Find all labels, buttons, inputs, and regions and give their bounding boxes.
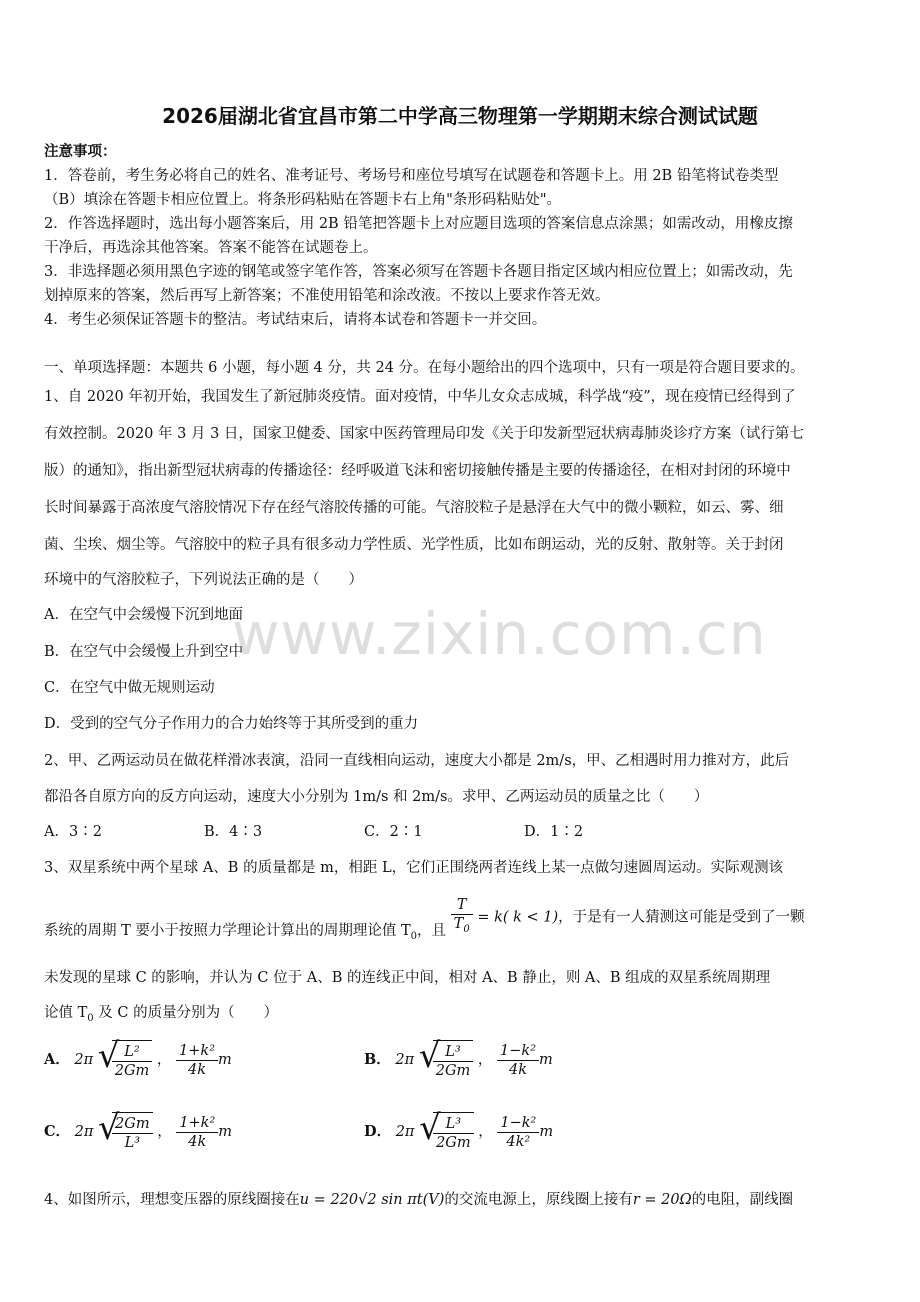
q2-option-d: D．1∶2 (524, 824, 584, 840)
mass-numerator: 1−k² (497, 1114, 539, 1133)
radicand-numerator: L³ (433, 1043, 474, 1062)
q3-option-c (44, 1108, 233, 1152)
two-pi: 2π (74, 1124, 94, 1140)
radicand-denominator: 2Gm (436, 1135, 471, 1151)
q1-text: 版）的通知》，指出新型冠状病毒的传播途径：经呼吸道飞沫和密切接触传播是主要的传播途径，在相对封闭的环境中 (44, 463, 791, 479)
mass-symbol: m (218, 1124, 233, 1140)
q3-text: ，于是有一人猜测这可能是受到了一颗 (558, 909, 805, 926)
subscript: 0 (87, 1012, 94, 1024)
voltage-formula: u = 220√2 sin πt(V) (299, 1192, 445, 1208)
subscript: 0 (463, 923, 470, 935)
exam-title: 2026届湖北省宜昌市第二中学高三物理第一学期期末综合测试试题 (162, 104, 758, 128)
radicand-numerator: L² (112, 1043, 153, 1062)
subscript: 0 (410, 931, 418, 943)
q3-option-d (364, 1108, 554, 1152)
option-label: C． (44, 1123, 71, 1140)
square-root: √ $\frac{2Gm}{\text{L³}}$ (98, 1112, 153, 1152)
q2-option-c: C．2∶1 (364, 824, 423, 840)
option-label: D． (364, 1123, 392, 1140)
q1-text: 菌、尘埃、烟尘等。气溶胶中的粒子具有很多动力学性质、光学性质，比如布朗运动，光的反射、散射等。关于封闭 (44, 537, 784, 553)
square-root: √ $\frac{\text{L³}}{2Gm}$ (419, 1040, 474, 1080)
radicand-denominator: 2Gm (435, 1063, 471, 1079)
mass-symbol: m (539, 1124, 554, 1140)
q3-text: 未发现的星球 C 的影响，并认为 C 位于 A、B 的连线正中间，相对 A、B 静止，则 A、B 组成的双星系统周期理 (44, 970, 771, 986)
q3-text-line2 (44, 896, 805, 946)
notice-line: （B）填涂在答题卡相应位置上。将条形码粘贴在答题卡右上角"条形码粘贴处"。 (44, 192, 561, 208)
comma: ， (477, 1052, 493, 1068)
option-label: B． (364, 1051, 391, 1068)
q3-option-a (44, 1036, 232, 1080)
q3-text: 3、双星系统中两个星球 A、B 的质量都是 m，相距 L，它们正围绕两者连线上某一点做匀速圆周运动。实际观测该 (44, 860, 784, 876)
notice-line: 2．作答选择题时，选出每小题答案后，用 2B 铅笔把答题卡上对应题目选项的答案信息点涂黑；如需改动，用橡皮擦 (44, 216, 793, 232)
notice-line: 1．答卷前，考生务必将自己的姓名、准考证号、考场号和座位号填写在试题卷和答题卡上。用 2B 铅笔将试卷类型 (44, 168, 779, 184)
q1-text: 环境中的气溶胶粒子，下列说法正确的是（ ） (44, 572, 363, 588)
q4-text: 的交流电源上，原线圈上接有 (444, 1192, 633, 1208)
notice-heading: 注意事项： (44, 143, 117, 160)
two-pi: 2π (74, 1052, 94, 1068)
mass-denominator: 4k (509, 1061, 528, 1078)
section-heading: 一、单项选择题：本题共 6 小题，每小题 4 分，共 24 分。在每小题给出的四个选项中，只有一项是符合题目要求的。 (44, 360, 805, 376)
mass-denominator: 4k (188, 1061, 207, 1078)
notice-line: 3．非选择题必须用黑色字迹的钢笔或签字笔作答，答案必须写在答题卡各题目指定区域内相应位置上；如需改动，先 (44, 264, 793, 280)
notice-line: 4．考生必须保证答题卡的整洁。考试结束后，请将本试卷和答题卡一并交回。 (44, 312, 547, 328)
q4-text: 4、如图所示，理想变压器的原线圈接在 (44, 1192, 300, 1208)
q1-text: 长时间暴露于高浓度气溶胶情况下存在经气溶胶传播的可能。气溶胶粒子是悬浮在大气中的微小颗粒，如云、雾、细 (44, 500, 784, 516)
fraction-denominator (451, 915, 473, 939)
q4-text: 的电阻，副线圈 (691, 1192, 794, 1208)
q2-text: 2、甲、乙两运动员在做花样滑冰表演，沿同一直线相向运动，速度大小都是 2m/s，甲、乙相遇时用力推对方，此后 (44, 753, 790, 769)
mass-numerator: 1+k² (176, 1042, 218, 1061)
q3-option-b (364, 1036, 553, 1080)
mass-denominator: 4k (188, 1133, 207, 1150)
comma: ， (478, 1124, 493, 1140)
mass-numerator: 1+k² (176, 1114, 218, 1133)
fraction-den-text: T (453, 916, 464, 932)
mass-symbol: m (218, 1052, 232, 1068)
q2-option-a: A．3∶2 (44, 824, 102, 840)
square-root: √ $\frac{\text{L³}}{2Gm}$ (419, 1112, 474, 1152)
option-label: A． (44, 1051, 70, 1068)
fraction-numerator: T (451, 896, 473, 915)
q3-text: 系统的周期 T 要小于按照力学理论计算出的周期理论值 T (44, 923, 411, 940)
notice-line: 划掉原来的答案，然后再写上新答案；不准使用铅笔和涂改液。不按以上要求作答无效。 (44, 288, 610, 304)
radicand-numerator: 2Gm (112, 1115, 153, 1134)
q1-option-d: D．受到的空气分子作用力的合力始终等于其所受到的重力 (44, 716, 419, 732)
q1-text: 有效控制。2020 年 3 月 3 日，国家卫健委、国家中医药管理局印发《关于印发新型冠状病毒肺炎诊疗方案（试行第七 (44, 426, 804, 442)
q1-option-b: B．在空气中会缓慢上升到空中 (44, 644, 244, 660)
q3-text: 论值 T (44, 1005, 88, 1021)
q2-option-b: B．4∶3 (204, 824, 263, 840)
q1-option-a: A．在空气中会缓慢下沉到地面 (44, 607, 243, 623)
q2-text: 都沿各自原方向的反方向运动，速度大小分别为 1m/s 和 2m/s。求甲、乙两运动员的质量之比（ ） (44, 789, 709, 805)
q1-option-c: C．在空气中做无规则运动 (44, 680, 215, 696)
mass-symbol: m (539, 1052, 553, 1068)
ratio-expression: = k( k < 1) (477, 909, 559, 926)
mass-numerator: 1−k² (497, 1042, 539, 1061)
q3-text: ，且 (417, 923, 447, 940)
notice-line: 干净后，再选涂其他答案。答案不能答在试题卷上。 (44, 240, 378, 256)
two-pi: 2π (395, 1052, 415, 1068)
q1-text: 1、自 2020 年初开始，我国发生了新冠肺炎疫情。面对疫情，中华儿女众志成城，科学战“疫”，现在疫情已经得到了 (44, 389, 796, 405)
comma: ， (157, 1124, 172, 1140)
square-root: √ $\frac{\text{L²}}{2Gm}$ (98, 1040, 153, 1080)
resistance-formula: r = 20Ω (632, 1192, 692, 1208)
comma: ， (156, 1052, 172, 1068)
radicand-numerator: L³ (433, 1115, 474, 1134)
radicand-denominator: 2Gm (114, 1063, 150, 1079)
mass-denominator: 4k² (506, 1133, 531, 1150)
q3-text-line4 (44, 1001, 278, 1024)
period-ratio-fraction (451, 896, 473, 939)
q4-text-line (44, 1188, 793, 1209)
radicand-denominator: L³ (124, 1135, 141, 1151)
watermark: www.zixin.com.cn (232, 600, 767, 668)
q3-text: 及 C 的质量分别为（ ） (93, 1005, 279, 1021)
two-pi: 2π (395, 1124, 415, 1140)
